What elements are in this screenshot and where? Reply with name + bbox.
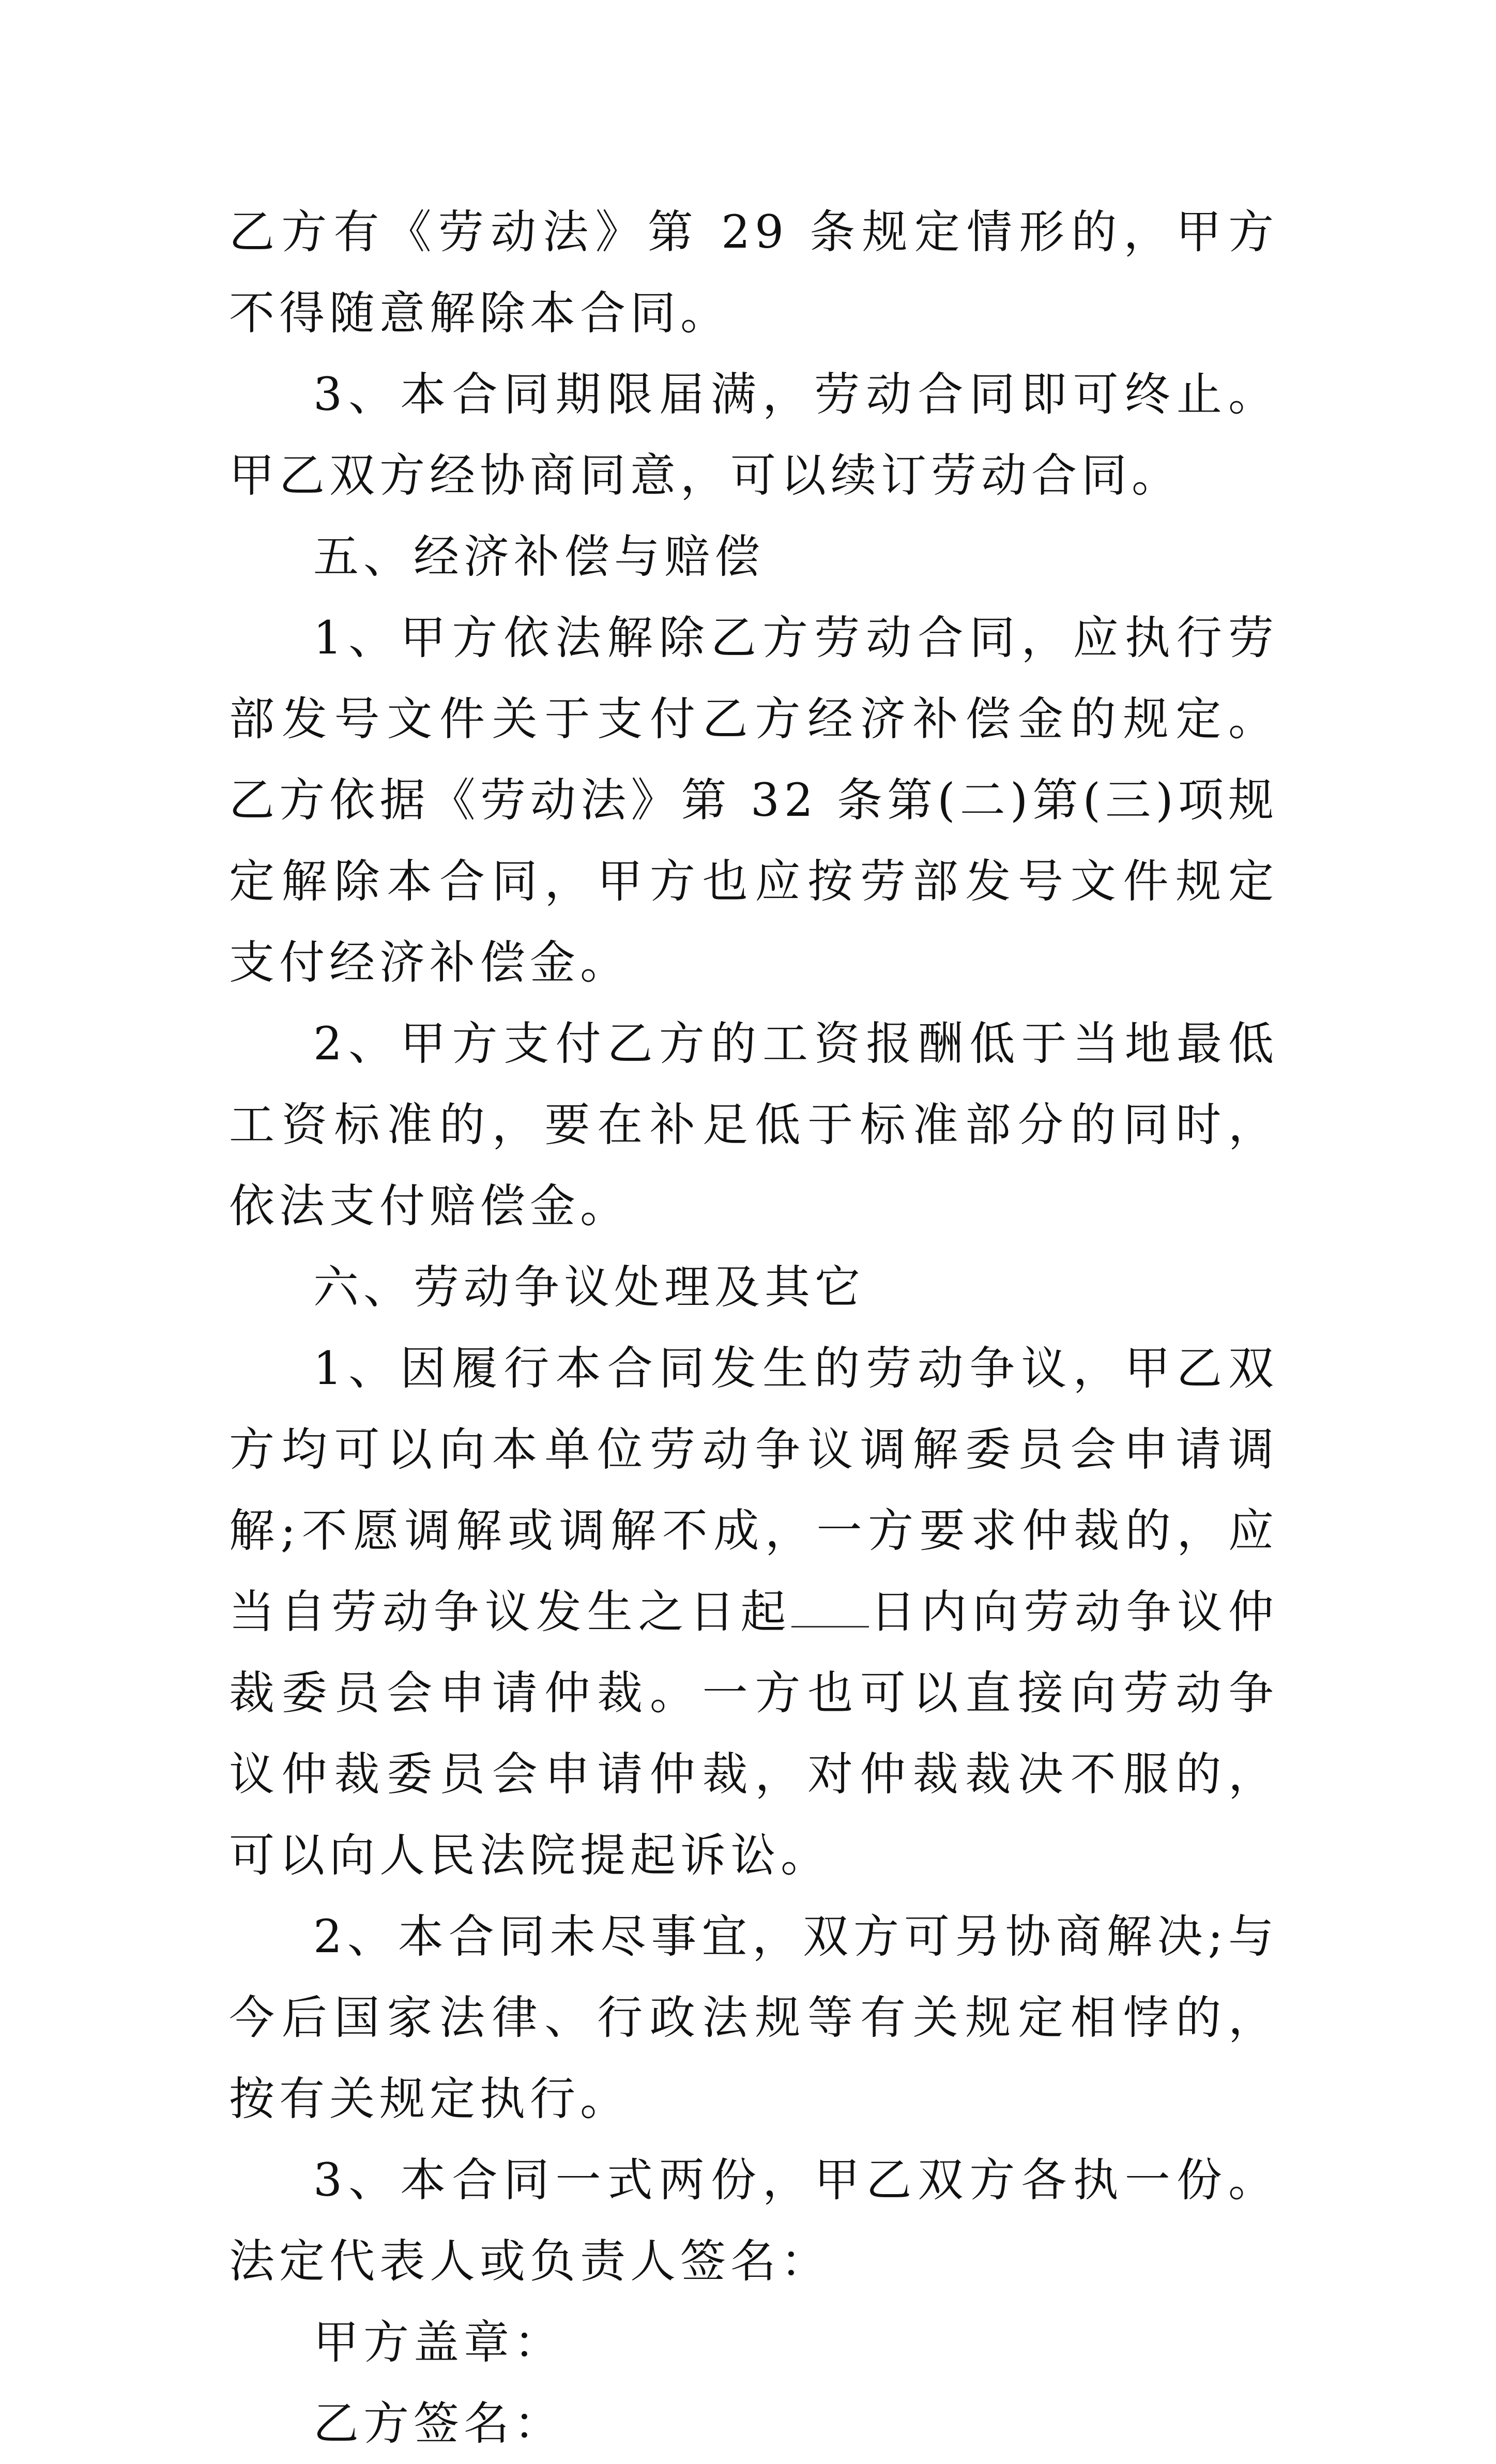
paragraph-text-after-blank: 日内向劳动争议仲裁委员会申请仲裁。一方也可以直接向劳动争议仲裁委员会申请仲裁，对仲裁裁决不服的，可以向人民法院提起诉讼。 <box>229 1585 1278 1882</box>
paragraph-contract-expiry <box>229 354 1278 516</box>
fill-in-blank-days[interactable] <box>791 1590 869 1628</box>
paragraph-text: 3、本合同期限届满，劳动合同即可终止。甲乙双方经协商同意，可以续订劳动合同。 <box>229 368 1278 502</box>
paragraph-text: 乙方有《劳动法》第 29 条规定情形的，甲方不得随意解除本合同。 <box>229 205 1278 340</box>
paragraph-text-before-blank: 1、因履行本合同发生的劳动争议，甲乙双方均可以向本单位劳动争议调解委员会申请调解;不愿调解或调解不成，一方要求仲裁的，应当自劳动争议发生之日起 <box>229 1342 1278 1638</box>
heading-text: 六、劳动争议处理及其它 <box>313 1260 865 1314</box>
paragraph-unresolved-matters <box>229 1896 1278 2139</box>
paragraph-dispute-arbitration <box>229 1328 1278 1896</box>
paragraph-wage-compensation <box>229 1003 1278 1246</box>
paragraph-text: 3、本合同一式两份，甲乙双方各执一份。法定代表人或负责人签名： <box>229 2153 1278 2288</box>
signature-label: 甲方盖章： <box>313 2316 564 2369</box>
document-page <box>229 191 1278 2464</box>
paragraph-copies-signature <box>229 2139 1278 2302</box>
paragraph-text: 1、甲方依法解除乙方劳动合同，应执行劳部发号文件关于支付乙方经济补偿金的规定。乙方依据《劳动法》第 32 条第(二)第(三)项规定解除本合同，甲方也应按劳部发号文件规定支付经济补偿金。 <box>229 611 1278 989</box>
section-heading-dispute <box>229 1246 1278 1328</box>
heading-text: 五、经济补偿与赔偿 <box>313 530 765 583</box>
paragraph-economic-compensation <box>229 597 1278 1003</box>
paragraph-text: 2、本合同未尽事宜，双方可另协商解决;与今后国家法律、行政法规等有关规定相悖的，按有关规定执行。 <box>229 1910 1278 2125</box>
paragraph-text: 2、甲方支付乙方的工资报酬低于当地最低工资标准的，要在补足低于标准部分的同时，依法支付赔偿金。 <box>229 1017 1278 1233</box>
paragraph-article-29-clause <box>229 191 1278 354</box>
signature-label: 乙方签名： <box>313 2397 564 2450</box>
party-a-seal-line <box>229 2302 1278 2383</box>
section-heading-compensation <box>229 516 1278 597</box>
party-b-signature-line <box>229 2383 1278 2464</box>
